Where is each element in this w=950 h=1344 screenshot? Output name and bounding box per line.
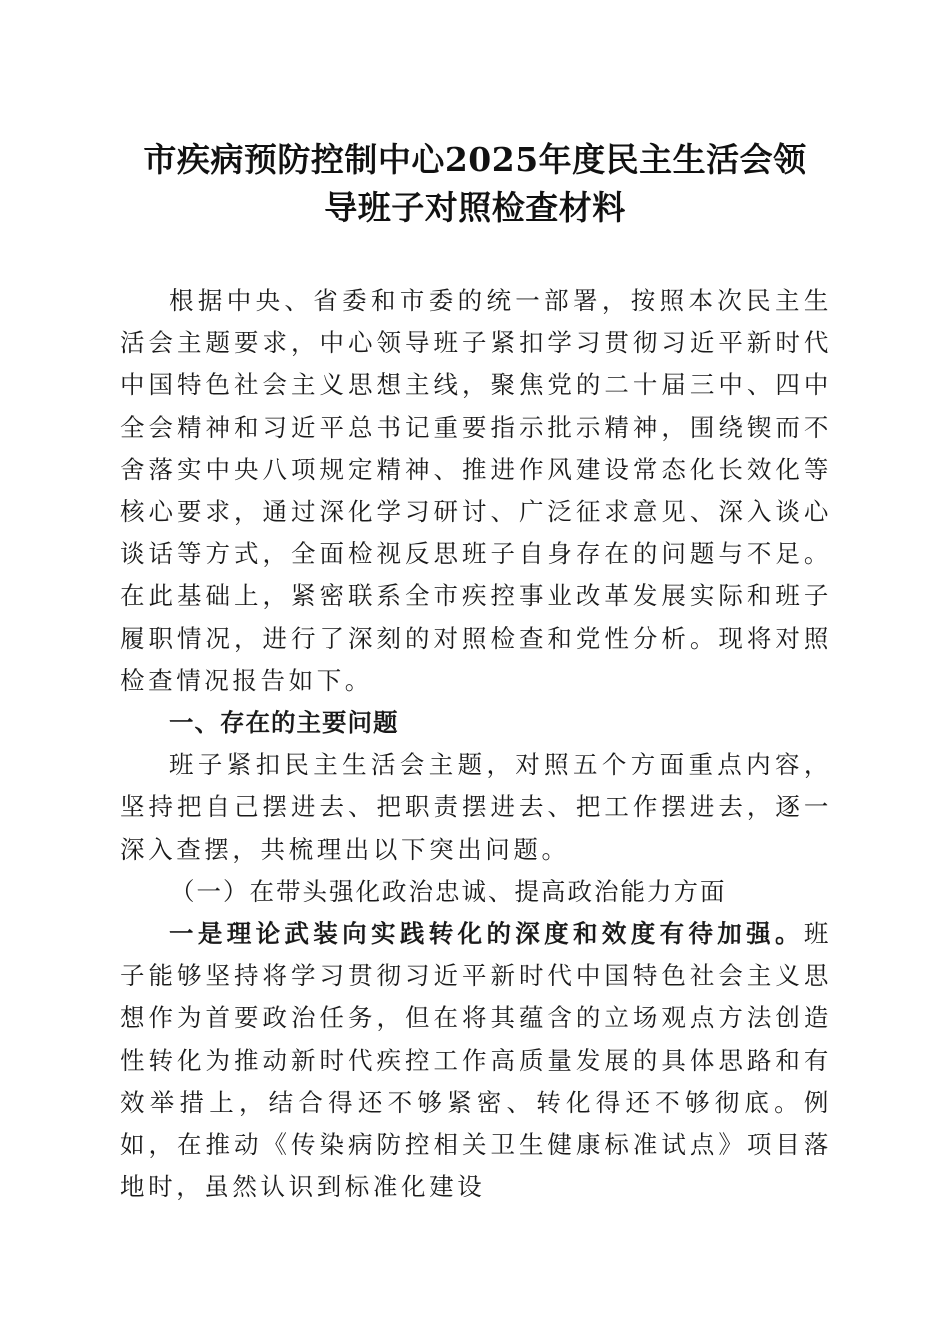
title-line-1: 市疾病预防控制中心2025年度民主生活会领 [143,140,807,179]
subsection-heading-political: （一）在带头强化政治忠诚、提高政治能力方面 [170,876,727,906]
point-one-body: 班子能够坚持将学习贯彻习近平新时代中国特色社会主义思想作为首要政治任务，但在将其蕴含的立场观点方法创造性转化为推动新时代疾控工作高质量发展的具体思路和有效举措上，结合得还不够紧密、转化得还不够彻底。例如，在推动《传染病防控相关卫生健康标准试点》项目落地时，虽然认识到标准化建设 [120,919,832,1202]
point-one-paragraph [120,913,832,1208]
section-intro-paragraph: 班子紧扣民主生活会主题，对照五个方面重点内容，坚持把自己摆进去、把职责摆进去、把工作摆进去，逐一深入查摆，共梳理出以下突出问题。 [120,750,832,864]
section-heading-problems: 一、存在的主要问题 [169,708,399,738]
document-body [120,280,832,1208]
intro-paragraph: 根据中央、省委和市委的统一部署，按照本次民主生活会主题要求，中心领导班子紧扣学习贯彻习近平新时代中国特色社会主义思想主线，聚焦党的二十届三中、四中全会精神和习近平总书记重要指示批示精神，围绕锲而不舍落实中央八项规定精神、推进作风建设常态化长效化等核心要求，通过深化学习研讨、广泛征求意见、深入谈心谈话等方式，全面检视反思班子自身存在的问题与不足。在此基础上，紧密联系全市疾控事业改革发展实际和班子履职情况，进行了深刻的对照检查和党性分析。现将对照检查情况报告如下。 [120,286,832,695]
point-one-lead: 一是理论武装向实践转化的深度和效度有待加强。 [169,919,804,949]
document-title [100,136,850,232]
title-line-2: 导班子对照检查材料 [324,188,626,227]
